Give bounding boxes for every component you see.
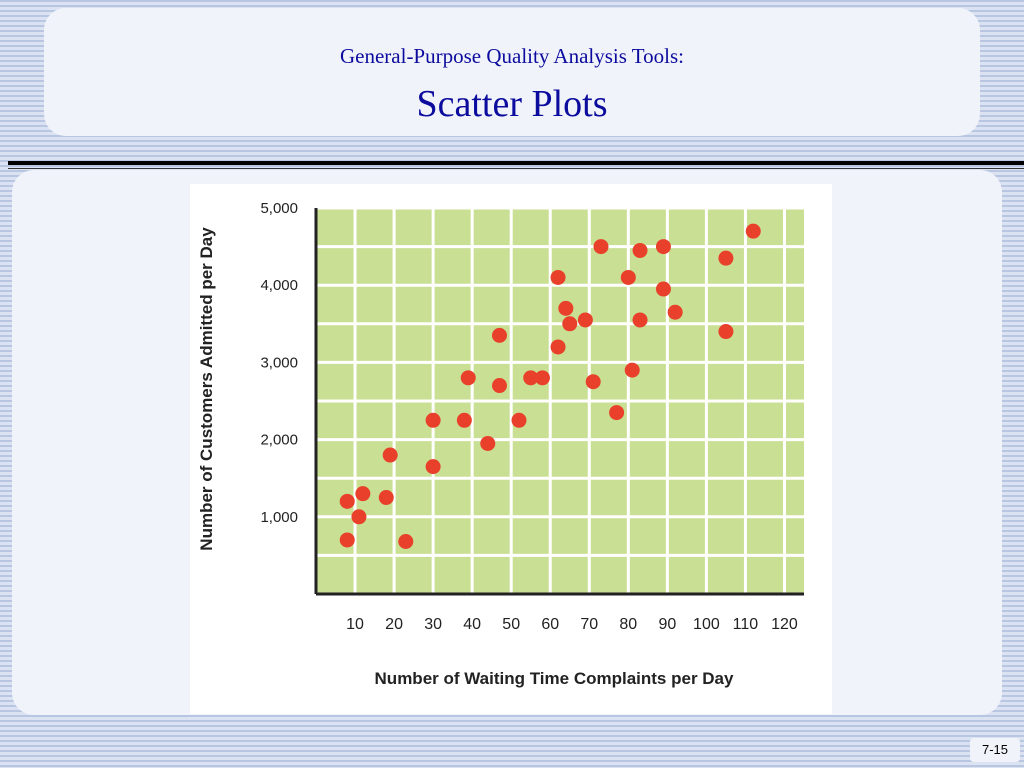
- x-tick-label: 10: [346, 616, 364, 633]
- scatter-point: [379, 490, 394, 505]
- scatter-point: [558, 301, 573, 316]
- scatter-point: [551, 339, 566, 354]
- x-tick-label: 20: [385, 616, 403, 633]
- x-tick-label: 110: [732, 616, 759, 633]
- x-tick-label: 40: [463, 616, 482, 633]
- scatter-point: [746, 224, 761, 239]
- x-tick-label: 100: [693, 616, 720, 633]
- scatter-point: [355, 486, 370, 501]
- scatter-point: [457, 413, 472, 428]
- scatter-chart: [190, 184, 832, 714]
- scatter-point: [625, 363, 640, 378]
- x-axis-label: Number of Waiting Time Complaints per Day: [374, 669, 734, 688]
- scatter-point: [398, 534, 413, 549]
- y-tick-label: 5,000: [260, 200, 298, 217]
- divider-thick: [8, 161, 1024, 165]
- x-tick-label: 30: [424, 616, 443, 633]
- scatter-point: [426, 459, 441, 474]
- y-tick-label: 1,000: [260, 508, 298, 526]
- scatter-point: [562, 316, 577, 331]
- y-tick-label: 2,000: [260, 431, 298, 449]
- scatter-point: [586, 374, 601, 389]
- scatter-point: [656, 239, 671, 254]
- x-tick-label: 50: [502, 616, 521, 633]
- scatter-point: [383, 448, 398, 463]
- x-tick-label: 120: [771, 616, 798, 633]
- scatter-point: [633, 312, 648, 327]
- scatter-point: [461, 370, 476, 385]
- title-panel: [44, 8, 980, 136]
- scatter-point: [492, 378, 507, 393]
- y-axis-label: Number of Customers Admitted per Day: [197, 227, 216, 551]
- scatter-point: [718, 251, 733, 266]
- scatter-point: [656, 282, 671, 297]
- chart-svg: [190, 184, 832, 714]
- scatter-point: [633, 243, 648, 258]
- scatter-point: [480, 436, 495, 451]
- scatter-point: [351, 509, 366, 524]
- x-tick-label: 70: [580, 616, 599, 633]
- x-tick-label: 60: [541, 616, 560, 633]
- x-tick-label: 80: [619, 616, 638, 633]
- scatter-point: [718, 324, 733, 339]
- scatter-point: [551, 270, 566, 285]
- y-tick-labels: [260, 200, 298, 526]
- slide-title: Scatter Plots: [416, 83, 608, 125]
- scatter-point: [668, 305, 683, 320]
- scatter-point: [340, 494, 355, 509]
- y-tick-label: 3,000: [260, 354, 298, 372]
- scatter-point: [535, 370, 550, 385]
- scatter-point: [426, 413, 441, 428]
- scatter-point: [340, 532, 355, 547]
- scatter-point: [593, 239, 608, 254]
- slide-number: 7-15: [970, 738, 1020, 762]
- slide-subtitle: General-Purpose Quality Analysis Tools:: [339, 44, 685, 68]
- scatter-point: [578, 312, 593, 327]
- scatter-point: [621, 270, 636, 285]
- y-tick-label: 4,000: [260, 277, 298, 295]
- x-tick-labels: [346, 616, 798, 633]
- scatter-point: [512, 413, 527, 428]
- scatter-point: [492, 328, 507, 343]
- x-tick-label: 90: [658, 616, 677, 633]
- scatter-point: [609, 405, 624, 420]
- divider-thin: [8, 168, 1024, 169]
